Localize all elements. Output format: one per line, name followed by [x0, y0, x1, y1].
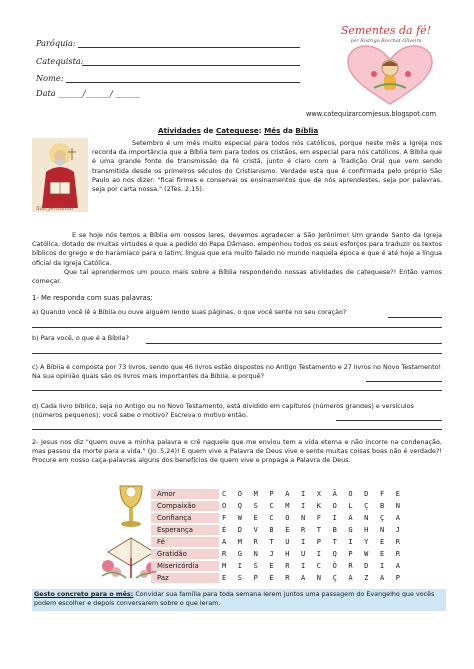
- intro-paragraph-3: Que tal aprendermos um pouco mais sobre a Bíblia respondendo nossas atividades de catequese?! Então vamos começar.: [32, 268, 442, 286]
- q1a-answer-line-2[interactable]: [32, 327, 442, 328]
- word-search-letter[interactable]: B: [269, 526, 274, 534]
- word-search-letter[interactable]: A: [348, 514, 353, 522]
- word-search-letter[interactable]: F: [316, 514, 321, 522]
- word-search-letter[interactable]: M: [253, 490, 258, 498]
- logo-heart-icon: [344, 44, 436, 106]
- word-esperanca: Esperança: [151, 525, 219, 535]
- word-search-letter[interactable]: P: [395, 574, 400, 582]
- word-search-letter[interactable]: I: [348, 538, 353, 546]
- catequista-field[interactable]: [82, 65, 300, 66]
- word-search-letter[interactable]: E: [379, 550, 385, 558]
- site-url[interactable]: www.catequizarcomjesus.blogspot.com: [306, 110, 437, 118]
- word-search-letter[interactable]: E: [253, 514, 258, 522]
- word-search-row: [222, 562, 412, 570]
- word-search-letter[interactable]: I: [316, 550, 321, 558]
- word-search-letter[interactable]: D: [364, 490, 369, 498]
- word-search-letter[interactable]: A: [285, 490, 290, 498]
- q1-heading: 1- Me responda com suas palavras:: [32, 294, 153, 302]
- word-search-letter[interactable]: N: [395, 502, 400, 510]
- word-search-letter[interactable]: I: [300, 538, 306, 546]
- word-fe: Fé: [151, 537, 219, 547]
- word-search-letter[interactable]: Ã: [332, 490, 337, 498]
- q1c-answer-line-1[interactable]: [366, 381, 442, 382]
- word-search-letter[interactable]: O: [348, 490, 353, 498]
- word-search-letter[interactable]: I: [379, 562, 385, 570]
- word-search-letter[interactable]: N: [253, 550, 258, 558]
- word-search-letter[interactable]: T: [316, 526, 321, 534]
- word-search-letter[interactable]: Q: [237, 502, 243, 510]
- word-search-letter[interactable]: P: [316, 538, 321, 546]
- word-misericordia: Misericórdia: [151, 561, 219, 571]
- gesto-text: Convidar sua família para toda semana lerem juntos uma passagem do Evangelho que vocês podem escolher e depois conversarem sobre o que leram.: [34, 590, 435, 608]
- q1a-answer-line-1[interactable]: [388, 317, 442, 318]
- word-search-letter[interactable]: R: [300, 526, 306, 534]
- word-search-letter[interactable]: Ç: [332, 574, 337, 582]
- word-search-letter[interactable]: N: [300, 514, 306, 522]
- nome-field[interactable]: [66, 82, 300, 83]
- word-search-letter[interactable]: I: [300, 562, 306, 570]
- word-search-letter[interactable]: K: [316, 502, 321, 510]
- q1d-text: d) Cada livro bíblico, seja no Antigo ou no Novo Testamento, está dividido em capítulos (números grandes) e versículos (números pequenos); você sabe o motivo? Escreva o motivo então.: [32, 402, 414, 420]
- word-search-letter[interactable]: J: [269, 550, 274, 558]
- q1b-text: b) Para você, o que é a Bíblia?: [32, 334, 129, 342]
- word-search-letter[interactable]: A: [395, 514, 400, 522]
- word-search-letter[interactable]: J: [395, 526, 400, 534]
- page-title: Atividades de Catequese: Mês da Bíblia: [158, 126, 319, 135]
- word-search-letter[interactable]: Ç: [379, 514, 385, 522]
- word-search-letter[interactable]: X: [316, 490, 321, 498]
- word-search-letter[interactable]: I: [300, 502, 306, 510]
- word-search-letter[interactable]: A: [395, 562, 400, 570]
- word-search-letter[interactable]: P: [269, 490, 274, 498]
- word-search-letter[interactable]: R: [285, 574, 290, 582]
- saint-caption: São Jerônimo: [36, 206, 74, 212]
- word-search-row: [222, 538, 412, 546]
- word-search-letter[interactable]: N: [379, 526, 385, 534]
- word-search-letter[interactable]: O: [222, 502, 227, 510]
- word-paz: Paz: [151, 573, 219, 583]
- word-search-letter[interactable]: B: [379, 502, 385, 510]
- word-search-letter[interactable]: O: [285, 514, 290, 522]
- word-search-row: [222, 574, 412, 582]
- word-search-letter[interactable]: O: [332, 502, 337, 510]
- word-search-letter[interactable]: E: [222, 574, 227, 582]
- word-search-letter[interactable]: C: [316, 562, 321, 570]
- word-search-letter[interactable]: T: [332, 538, 337, 546]
- word-search-letter[interactable]: G: [348, 526, 353, 534]
- word-search-letter[interactable]: Ç: [364, 502, 369, 510]
- word-search-letter[interactable]: V: [253, 526, 258, 534]
- q1d-answer-line-2[interactable]: [32, 429, 442, 430]
- logo-title: Sementes da fé!: [340, 24, 432, 37]
- word-search-letter[interactable]: W: [364, 550, 369, 558]
- word-search-letter[interactable]: Q: [332, 550, 337, 558]
- word-search-letter[interactable]: B: [332, 526, 337, 534]
- q1c-text: c) A Bíblia é composta por 73 livros, sendo que 46 livros estão dispostos no Antigo Testamento e 27 livros no Novo Testamento! Na sua opinião quais são os livros mais importantes da Bíblia, e porquê?: [32, 363, 442, 381]
- word-search-letter[interactable]: A: [379, 574, 385, 582]
- intro-paragraph-1: Setembro é um mês muito especial para todos nós católicos, porque neste mês a Igreja nos recorda da importância que a Bíblia tem para todos os cristãos, em especial para nós católicos. A Bíblia que é uma grande fonte de transmissão da fé cristã, junto é claro com a Tradição Oral que vem sendo transmitida desde os primeiros séculos do Cristianismo. Verdade esta que é confirmada pelo próprio São Paulo ao nos dizer: "ficai firmes e conservai os ensinamentos que de nós aprendestes, seja por palavras, seja por carta nossa." (2Tes. 2,15).: [92, 139, 442, 194]
- word-search-letter[interactable]: C: [222, 490, 227, 498]
- word-search-letter[interactable]: N: [316, 574, 321, 582]
- word-search-row: [222, 514, 412, 522]
- word-search-letter[interactable]: É: [222, 526, 227, 534]
- word-search-letter[interactable]: Y: [364, 538, 369, 546]
- word-search-letter[interactable]: E: [269, 562, 274, 570]
- word-search-letter[interactable]: C: [269, 514, 274, 522]
- word-search-letter[interactable]: Ó: [332, 562, 337, 570]
- word-search-letter[interactable]: R: [348, 562, 353, 570]
- word-search-row: [222, 502, 412, 510]
- q1d-answer-line-1[interactable]: [336, 420, 442, 421]
- word-search-letter[interactable]: A: [300, 574, 306, 582]
- word-search-letter[interactable]: F: [222, 514, 227, 522]
- word-gratidao: Gratidão: [151, 549, 219, 559]
- paroquia-field[interactable]: [78, 47, 300, 48]
- word-amor: Amor: [151, 489, 219, 499]
- word-search-letter[interactable]: M: [237, 538, 243, 546]
- word-search-letter[interactable]: D: [237, 526, 243, 534]
- word-search-letter[interactable]: C: [269, 502, 274, 510]
- word-search-letter[interactable]: F: [379, 490, 385, 498]
- word-search-letter[interactable]: Z: [364, 574, 369, 582]
- data-field[interactable]: Data ______/______/ ______: [36, 88, 141, 98]
- word-search-letter[interactable]: M: [222, 562, 227, 570]
- word-search-letter[interactable]: G: [237, 550, 243, 558]
- word-search-letter[interactable]: U: [300, 550, 306, 558]
- word-search-letter[interactable]: P: [253, 574, 258, 582]
- word-search-row: [222, 526, 412, 534]
- word-search-letter[interactable]: R: [222, 550, 227, 558]
- word-search-letter[interactable]: D: [364, 562, 369, 570]
- word-search-letter[interactable]: I: [300, 490, 306, 498]
- word-search-letter[interactable]: T: [269, 538, 274, 546]
- word-search-letter[interactable]: I: [332, 514, 337, 522]
- gesto-label: Gesto concreto para o mês:: [34, 590, 134, 598]
- word-search-letter[interactable]: U: [285, 538, 290, 546]
- intro-paragraph-2: E se hoje nós temos a Bíblia em nossos lares, devemos agradecer a São Jerônimo! Um grande Santo da Igreja Católica, dotado de muitas virtudes e que a pedido do Papa Dâmaso, empenhou todos os seus esforços para traduzir os textos bíblicos do grego e do haramiaco para o latim; língua que era muito falado no mundo naquela época e que é até hoje a língua oficial da Igreja Católica.: [32, 231, 442, 267]
- word-search-letter[interactable]: E: [285, 526, 290, 534]
- word-search-letter[interactable]: R: [395, 538, 400, 546]
- logo-subtitle: por Rodrigo Bocchat Oliveira: [350, 39, 422, 44]
- nome-label: Nome:: [36, 73, 64, 83]
- word-search-letter[interactable]: I: [237, 562, 243, 570]
- word-search-letter[interactable]: E: [269, 574, 274, 582]
- word-search-letter[interactable]: R: [285, 562, 290, 570]
- word-search-letter[interactable]: A: [348, 574, 353, 582]
- word-compaixao: Compaixão: [151, 501, 219, 511]
- word-search-letter[interactable]: M: [285, 502, 290, 510]
- word-search-row: [222, 550, 412, 558]
- word-search-letter[interactable]: R: [253, 538, 258, 546]
- q1c-answer-line-2[interactable]: [32, 390, 442, 391]
- word-search-letter[interactable]: S: [253, 562, 258, 570]
- word-search-letter[interactable]: E: [395, 490, 400, 498]
- word-search-letter[interactable]: W: [237, 514, 243, 522]
- saint-jerome-illustration: [32, 138, 88, 212]
- word-search-letter[interactable]: S: [253, 502, 258, 510]
- q1a-text: a) Quando você lê a Bíblia ou ouve alguém lendo suas páginas, o que você sente no seu coração?: [32, 308, 347, 316]
- word-confianca: Confiança: [151, 513, 219, 523]
- word-search-letter[interactable]: H: [285, 550, 290, 558]
- word-search-letter[interactable]: N: [364, 514, 369, 522]
- word-search-letter[interactable]: P: [348, 550, 353, 558]
- word-search-letter[interactable]: R: [395, 550, 400, 558]
- word-search-letter[interactable]: O: [237, 490, 243, 498]
- paroquia-label: Paróquia:: [36, 38, 76, 48]
- word-search-row: [222, 490, 412, 498]
- gesto-concreto-box: [32, 589, 446, 611]
- catequista-label: Catequista:: [36, 56, 84, 66]
- word-search-letter[interactable]: A: [222, 538, 227, 546]
- word-search-letter[interactable]: S: [237, 574, 243, 582]
- q2-text: 2- Jesus nos diz "quem ouve a minha palavra e crê naquele que me enviou tem a vida eterna e não incorre na condenação, mas passou da morte para a vida." (Jo. 5,24)! E quem vive a Palavra de Deus vive e sente muitas coisas boas não é verdade?! Procure em nosso caça-palavras alguns dos benefícios de quem vive e propaga a Palavra de Deus.: [32, 438, 442, 465]
- word-search-letter[interactable]: E: [379, 538, 385, 546]
- word-search-letter[interactable]: H: [364, 526, 369, 534]
- q1b-answer-line-1[interactable]: [146, 343, 442, 344]
- word-search-letter[interactable]: L: [348, 502, 353, 510]
- q1b-answer-line-2[interactable]: [32, 353, 442, 354]
